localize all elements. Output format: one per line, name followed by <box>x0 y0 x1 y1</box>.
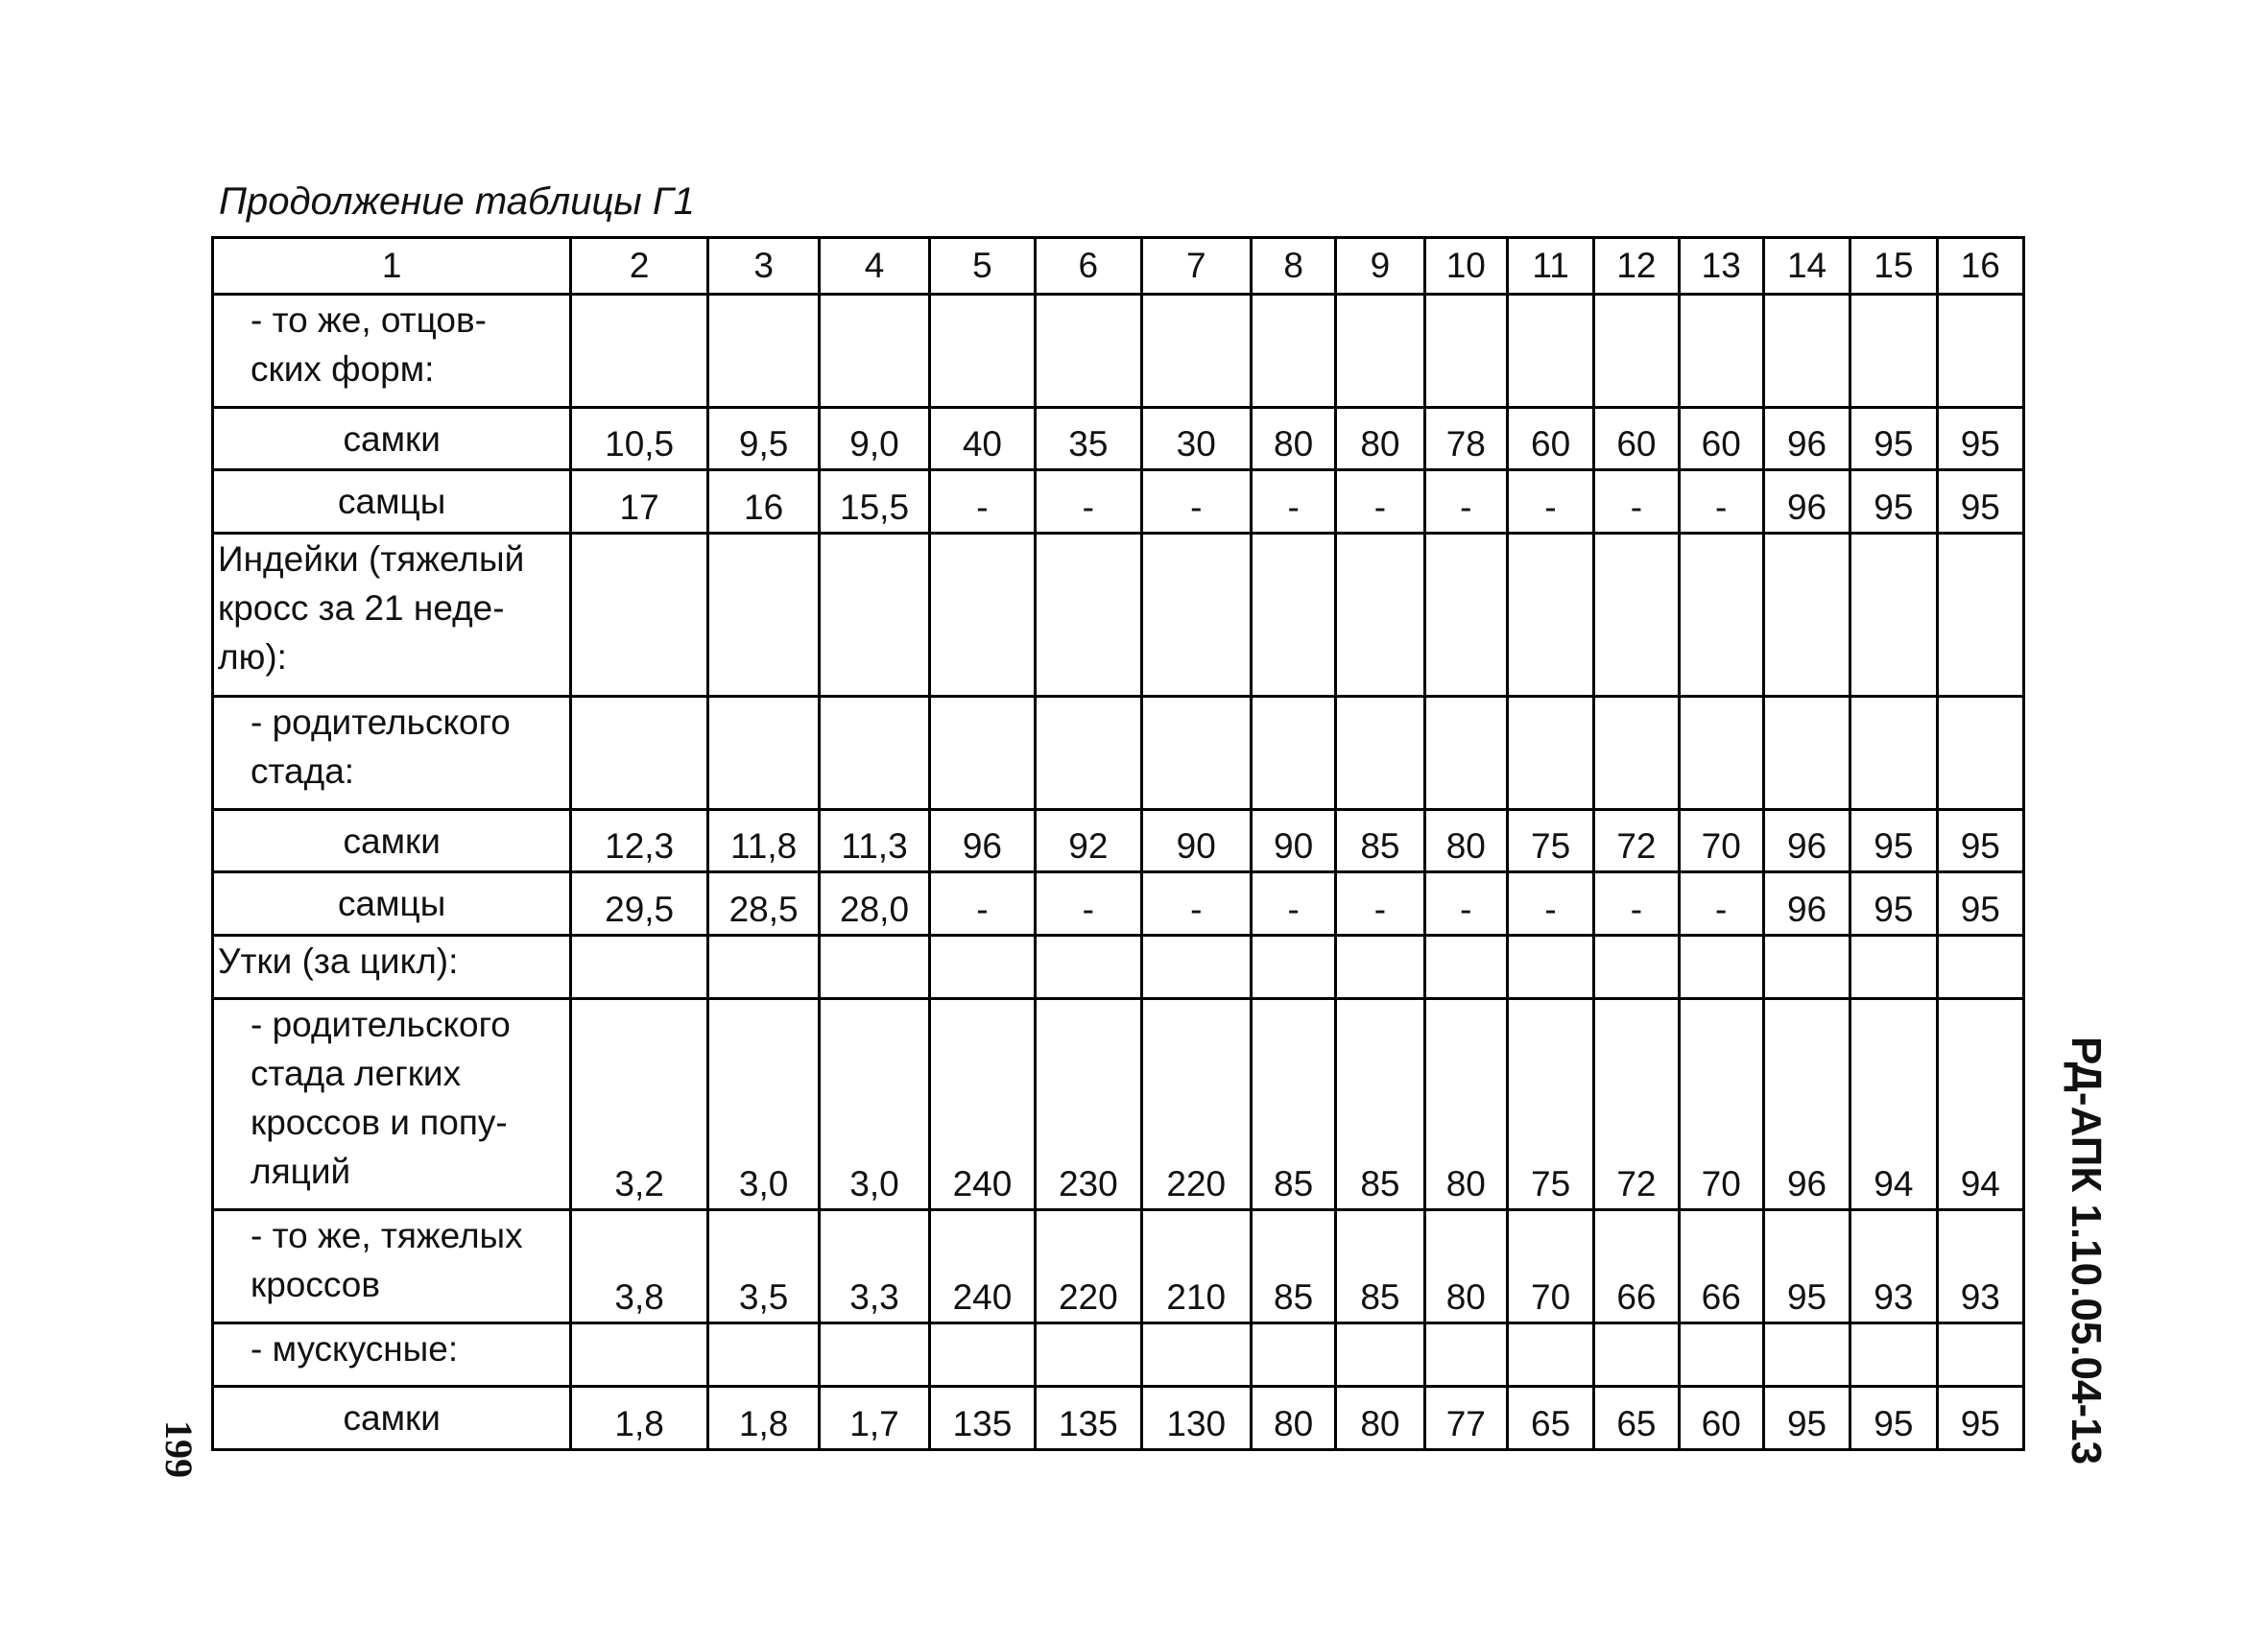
table-cell: - <box>1424 872 1507 936</box>
table-cell: - <box>1141 470 1251 534</box>
table-cell <box>1251 1323 1335 1387</box>
table-cell <box>571 534 708 697</box>
table-cell <box>1763 697 1850 810</box>
row-label-line: кроссов <box>251 1265 380 1304</box>
table-cell: 9,5 <box>707 408 819 470</box>
table-cell <box>1507 534 1593 697</box>
table-cell <box>1336 534 1424 697</box>
table-cell <box>1036 697 1141 810</box>
table-row <box>213 1210 2024 1323</box>
table-row <box>213 697 2024 810</box>
table-cell: - <box>1594 470 1679 534</box>
table-cell: 3,5 <box>707 1210 819 1323</box>
table-cell: 85 <box>1336 999 1424 1210</box>
table-cell: 9,0 <box>820 408 929 470</box>
table-cell <box>1251 936 1335 999</box>
row-label <box>213 470 571 534</box>
table-cell <box>1336 295 1424 408</box>
table-row <box>213 1387 2024 1450</box>
column-header: 2 <box>571 238 708 295</box>
page-number: 199 <box>157 1420 201 1478</box>
table-cell: 96 <box>1763 872 1850 936</box>
table-cell: - <box>929 872 1035 936</box>
table-cell: 1,8 <box>571 1387 708 1450</box>
table-cell: 77 <box>1424 1387 1507 1450</box>
table-cell <box>1036 534 1141 697</box>
table-cell: 90 <box>1251 810 1335 872</box>
table-cell: 35 <box>1036 408 1141 470</box>
table-cell: 17 <box>571 470 708 534</box>
table-cell: 85 <box>1336 1210 1424 1323</box>
row-label <box>213 408 571 470</box>
table-cell <box>1424 697 1507 810</box>
table-cell: 1,7 <box>820 1387 929 1450</box>
row-label-line: ляций <box>251 1152 351 1191</box>
table-cell <box>820 534 929 697</box>
table-cell <box>929 1323 1035 1387</box>
column-header: 3 <box>707 238 819 295</box>
table-cell: - <box>1036 872 1141 936</box>
row-label <box>213 295 571 408</box>
table-cell <box>707 295 819 408</box>
table-cell: 240 <box>929 1210 1035 1323</box>
table-cell: 66 <box>1594 1210 1679 1323</box>
row-label <box>213 1210 571 1323</box>
table-cell: 80 <box>1424 810 1507 872</box>
table-cell <box>1251 295 1335 408</box>
table-cell <box>571 1323 708 1387</box>
table-cell: 65 <box>1594 1387 1679 1450</box>
table-cell <box>1763 534 1850 697</box>
table-cell: 95 <box>1763 1210 1850 1323</box>
table-cell: 85 <box>1251 999 1335 1210</box>
table-cell: - <box>1336 470 1424 534</box>
table-cell: 96 <box>1763 470 1850 534</box>
data-table <box>211 236 2025 1451</box>
table-cell: 70 <box>1679 999 1763 1210</box>
table-cell <box>1507 697 1593 810</box>
table-cell: 95 <box>1763 1387 1850 1450</box>
table-cell: 135 <box>1036 1387 1141 1450</box>
table-cell <box>1424 534 1507 697</box>
table-cell: 85 <box>1336 810 1424 872</box>
table-cell <box>707 936 819 999</box>
row-label-line: стада легких <box>251 1054 462 1093</box>
table-cell <box>1679 1323 1763 1387</box>
table-cell: 60 <box>1594 408 1679 470</box>
table-cell: 60 <box>1679 408 1763 470</box>
table-cell <box>820 936 929 999</box>
table-cell <box>1594 1323 1679 1387</box>
row-label-line: стада: <box>251 751 355 791</box>
table-cell: 95 <box>1850 470 1937 534</box>
table-row <box>213 999 2024 1210</box>
table-cell <box>1507 295 1593 408</box>
table-cell <box>571 936 708 999</box>
row-label-line: самки <box>343 821 441 861</box>
row-label-line: - родительского <box>251 1005 511 1044</box>
table-cell: 95 <box>1937 408 2023 470</box>
row-label-line: лю): <box>218 637 287 677</box>
column-header: 15 <box>1850 238 1937 295</box>
table-cell: 95 <box>1850 408 1937 470</box>
row-label <box>213 1323 571 1387</box>
document-id: РД-АПК 1.10.05.04-13 <box>2063 1036 2110 1465</box>
table-cell: 3,0 <box>707 999 819 1210</box>
row-label-line: - мускусные: <box>251 1329 459 1369</box>
column-header: 8 <box>1251 238 1335 295</box>
table-cell <box>571 295 708 408</box>
row-label-line: Утки (за цикл): <box>218 941 459 981</box>
row-label-line: кроссов и попу- <box>251 1103 508 1142</box>
table-cell: 12,3 <box>571 810 708 872</box>
table-cell: 3,8 <box>571 1210 708 1323</box>
table-cell <box>707 1323 819 1387</box>
table-cell: 220 <box>1036 1210 1141 1323</box>
table-cell: - <box>1251 470 1335 534</box>
table-cell: - <box>1594 872 1679 936</box>
table-cell <box>1679 697 1763 810</box>
table-cell <box>1937 534 2023 697</box>
table-cell: - <box>1036 470 1141 534</box>
table-cell <box>1763 936 1850 999</box>
table-row <box>213 936 2024 999</box>
column-header: 4 <box>820 238 929 295</box>
table-cell: 80 <box>1424 1210 1507 1323</box>
table-cell: 94 <box>1850 999 1937 1210</box>
table-cell <box>1850 1323 1937 1387</box>
column-header: 7 <box>1141 238 1251 295</box>
table-row <box>213 534 2024 697</box>
table-cell: 95 <box>1850 1387 1937 1450</box>
table-cell <box>1850 936 1937 999</box>
table-cell: 95 <box>1937 1387 2023 1450</box>
table-cell: 15,5 <box>820 470 929 534</box>
table-cell <box>1679 534 1763 697</box>
table-row <box>213 810 2024 872</box>
table-cell <box>1594 936 1679 999</box>
table-cell <box>1937 295 2023 408</box>
row-label <box>213 697 571 810</box>
table-cell <box>1424 295 1507 408</box>
table-cell: 11,8 <box>707 810 819 872</box>
row-label-line: самки <box>343 1398 441 1438</box>
table-row <box>213 295 2024 408</box>
table-row <box>213 408 2024 470</box>
row-label-line: - то же, тяжелых <box>251 1216 523 1255</box>
table-cell <box>1036 295 1141 408</box>
table-cell: 95 <box>1937 810 2023 872</box>
table-row <box>213 872 2024 936</box>
table-cell: - <box>1507 872 1593 936</box>
table-cell: 70 <box>1679 810 1763 872</box>
table-cell: 60 <box>1507 408 1593 470</box>
table-cell <box>1937 1323 2023 1387</box>
table-cell: 72 <box>1594 999 1679 1210</box>
table-cell: 16 <box>707 470 819 534</box>
row-label <box>213 1387 571 1450</box>
table-cell: 96 <box>1763 999 1850 1210</box>
table-cell <box>929 534 1035 697</box>
table-cell: 80 <box>1424 999 1507 1210</box>
table-cell: 75 <box>1507 999 1593 1210</box>
table-cell: 30 <box>1141 408 1251 470</box>
table-cell: 66 <box>1679 1210 1763 1323</box>
table-cell <box>1036 936 1141 999</box>
table-cell <box>820 295 929 408</box>
table-cell: 80 <box>1251 408 1335 470</box>
table-cell <box>1424 936 1507 999</box>
table-cell <box>1141 936 1251 999</box>
column-header: 13 <box>1679 238 1763 295</box>
column-header: 6 <box>1036 238 1141 295</box>
table-row <box>213 1323 2024 1387</box>
table-cell: 80 <box>1251 1387 1335 1450</box>
row-label <box>213 872 571 936</box>
table-cell: 240 <box>929 999 1035 1210</box>
table-cell <box>1251 534 1335 697</box>
table-caption: Продолжение таблицы Г1 <box>219 180 695 223</box>
row-label-line: - родительского <box>251 703 511 742</box>
table-cell: 72 <box>1594 810 1679 872</box>
table-cell: 230 <box>1036 999 1141 1210</box>
table-cell: 96 <box>1763 408 1850 470</box>
table-cell: 93 <box>1937 1210 2023 1323</box>
table-row <box>213 470 2024 534</box>
table-cell: 75 <box>1507 810 1593 872</box>
row-label <box>213 534 571 697</box>
table-cell <box>1594 697 1679 810</box>
table-cell <box>1937 697 2023 810</box>
column-header: 9 <box>1336 238 1424 295</box>
table-cell <box>1594 295 1679 408</box>
table-cell: - <box>1679 872 1763 936</box>
table-cell: 60 <box>1679 1387 1763 1450</box>
column-header: 16 <box>1937 238 2023 295</box>
table-cell: - <box>1141 872 1251 936</box>
table-cell: 3,2 <box>571 999 708 1210</box>
table-cell <box>1850 697 1937 810</box>
table-cell <box>571 697 708 810</box>
table-cell <box>1763 295 1850 408</box>
table-cell <box>1507 936 1593 999</box>
table-cell: 70 <box>1507 1210 1593 1323</box>
row-label-line: кросс за 21 неде- <box>218 588 505 628</box>
table-cell: - <box>929 470 1035 534</box>
row-label-line: ских форм: <box>251 349 435 389</box>
header-row <box>213 238 2024 295</box>
table-cell: 78 <box>1424 408 1507 470</box>
row-label-line: Индейки (тяжелый <box>218 539 525 579</box>
row-label-line: самцы <box>338 482 446 521</box>
table-cell <box>1763 1323 1850 1387</box>
table-cell: 96 <box>929 810 1035 872</box>
column-header: 10 <box>1424 238 1507 295</box>
table-cell: 90 <box>1141 810 1251 872</box>
table-cell <box>707 534 819 697</box>
table-cell <box>1141 534 1251 697</box>
row-label <box>213 936 571 999</box>
table-cell <box>1850 295 1937 408</box>
table-cell <box>1141 295 1251 408</box>
table-cell: 210 <box>1141 1210 1251 1323</box>
table-cell <box>1141 697 1251 810</box>
table-cell: 28,5 <box>707 872 819 936</box>
table-cell: 11,3 <box>820 810 929 872</box>
table-cell: 29,5 <box>571 872 708 936</box>
table-cell <box>1679 936 1763 999</box>
row-label <box>213 810 571 872</box>
table-cell: 220 <box>1141 999 1251 1210</box>
table-cell <box>1507 1323 1593 1387</box>
table-cell: 85 <box>1251 1210 1335 1323</box>
table-cell: 94 <box>1937 999 2023 1210</box>
table-cell <box>1141 1323 1251 1387</box>
table-cell: 1,8 <box>707 1387 819 1450</box>
table-cell: 135 <box>929 1387 1035 1450</box>
table-cell: 28,0 <box>820 872 929 936</box>
table-cell <box>1336 697 1424 810</box>
table-cell: 95 <box>1937 470 2023 534</box>
table-cell <box>820 697 929 810</box>
table-cell <box>1336 936 1424 999</box>
table-cell: 92 <box>1036 810 1141 872</box>
column-header: 12 <box>1594 238 1679 295</box>
column-header: 5 <box>929 238 1035 295</box>
column-header: 11 <box>1507 238 1593 295</box>
table-cell: 80 <box>1336 408 1424 470</box>
table-cell: 95 <box>1850 810 1937 872</box>
table-cell: - <box>1507 470 1593 534</box>
table-cell: 95 <box>1850 872 1937 936</box>
table-cell: 3,3 <box>820 1210 929 1323</box>
table-cell <box>1424 1323 1507 1387</box>
table-cell <box>1336 1323 1424 1387</box>
table-cell <box>1850 534 1937 697</box>
table-cell: 95 <box>1937 872 2023 936</box>
table-cell: 40 <box>929 408 1035 470</box>
table-cell <box>1679 295 1763 408</box>
table-cell: - <box>1679 470 1763 534</box>
table-cell <box>1036 1323 1141 1387</box>
table-cell <box>929 295 1035 408</box>
table-cell: 65 <box>1507 1387 1593 1450</box>
column-header: 1 <box>213 238 571 295</box>
table-cell <box>1251 697 1335 810</box>
table-cell: - <box>1251 872 1335 936</box>
table-cell <box>1937 936 2023 999</box>
table-cell <box>820 1323 929 1387</box>
table-cell: 3,0 <box>820 999 929 1210</box>
row-label-line: самцы <box>338 884 446 923</box>
table-cell <box>929 936 1035 999</box>
table-cell: 80 <box>1336 1387 1424 1450</box>
table-cell <box>707 697 819 810</box>
table-cell: 93 <box>1850 1210 1937 1323</box>
table-cell <box>929 697 1035 810</box>
column-header: 14 <box>1763 238 1850 295</box>
table-cell: 96 <box>1763 810 1850 872</box>
table-cell: - <box>1336 872 1424 936</box>
row-label-line: самки <box>343 418 441 459</box>
row-label <box>213 999 571 1210</box>
table-cell: 10,5 <box>571 408 708 470</box>
table-cell <box>1594 534 1679 697</box>
table-cell: - <box>1424 470 1507 534</box>
row-label-line: - то же, отцов- <box>251 300 487 340</box>
table-cell: 130 <box>1141 1387 1251 1450</box>
